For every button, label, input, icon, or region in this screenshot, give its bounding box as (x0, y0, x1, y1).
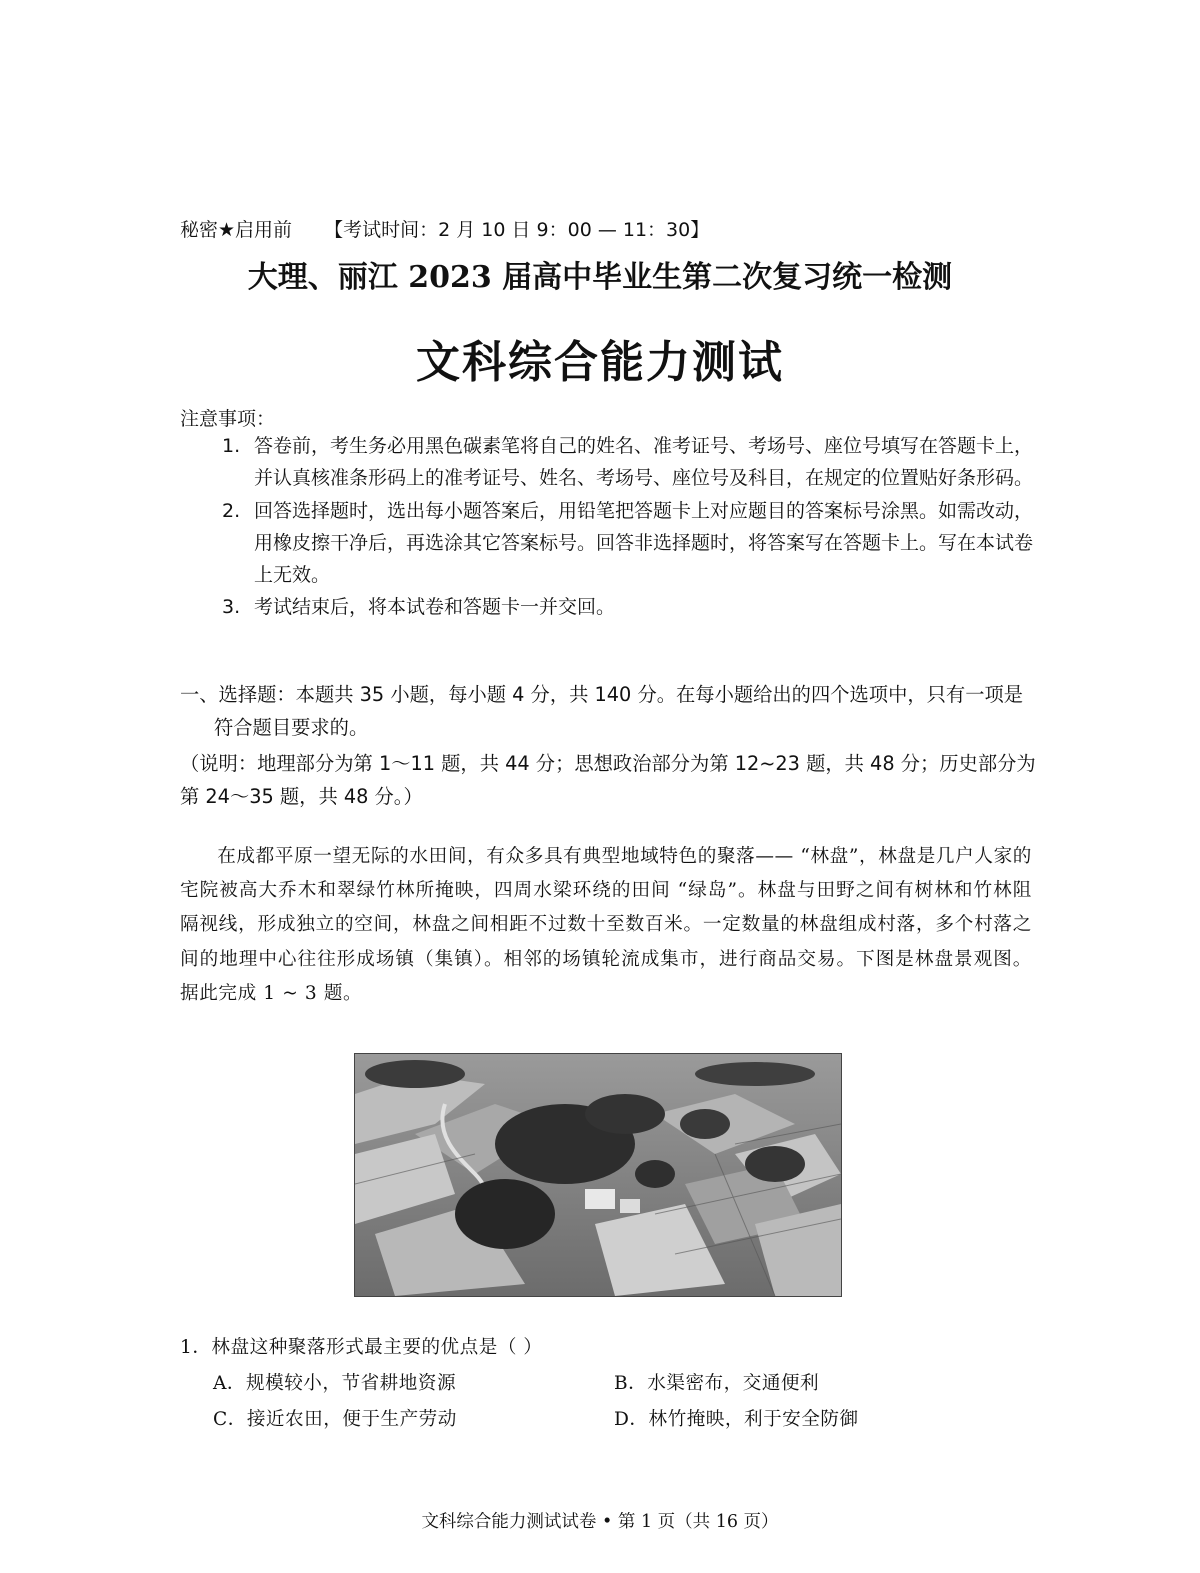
exam-time: 【考试时间：2 月 10 日 9：00 — 11：30】 (324, 219, 710, 241)
notice-item-text: 答卷前，考生务必用黑色碳素笔将自己的姓名、准考证号、考场号、座位号填写在答题卡上，并认真核准条形码上的准考证号、姓名、考场号、座位号及科目，在规定的位置贴好条形码。 (254, 435, 1034, 490)
exam-title: 大理、丽江 2023 届高中毕业生第二次复习统一检测 (247, 260, 953, 295)
section-one (180, 678, 1040, 813)
option-a: A．规模较小，节省耕地资源 (213, 1373, 457, 1394)
subject-title: 文科综合能力测试 (416, 337, 784, 388)
notice-item-text: 考试结束后，将本试卷和答题卡一并交回。 (254, 596, 616, 619)
linpan-landscape-photo (354, 1053, 842, 1297)
page-footer: 文科综合能力测试试卷 • 第 1 页（共 16 页） (421, 1512, 779, 1532)
confidential-header (180, 215, 709, 242)
notice-item-number: 2. (222, 499, 241, 522)
section-note: （说明：地理部分为第 1～11 题，共 44 分；思想政治部分为第 12~23 题，共 48 分；历史部分为第 24～35 题，共 48 分。） (180, 752, 1036, 808)
notice-item (180, 430, 1040, 495)
notice-list (180, 430, 1040, 624)
options-row (180, 1405, 1040, 1441)
option-b: B．水渠密布，交通便利 (614, 1373, 820, 1394)
notice-heading: 注意事项： (180, 408, 276, 430)
secret-label: 秘密★启用前 (180, 219, 293, 241)
question-1 (180, 1333, 1040, 1441)
option-c: C．接近农田，便于生产劳动 (213, 1409, 457, 1430)
notice-item (180, 591, 1040, 623)
notice-item-text: 回答选择题时，选出每小题答案后，用铅笔把答题卡上对应题目的答案标号涂黑。如需改动，用橡皮擦干净后，再选涂其它答案标号。回答非选择题时，将答案写在答题卡上。写在本试卷上无效。 (254, 499, 1034, 587)
question-stem: 1．林盘这种聚落形式最主要的优点是（ ） (180, 1337, 543, 1358)
section-heading: 一、选择题：本题共 35 小题，每小题 4 分，共 140 分。在每小题给出的四个选项中，只有一项是符合题目要求的。 (180, 683, 1024, 739)
notice-item-number: 1. (222, 435, 241, 457)
options-row (180, 1369, 1040, 1405)
reading-passage: 在成都平原一望无际的水田间，有众多具有典型地域特色的聚落—— “林盘”，林盘是几户人家的宅院被高大乔木和翠绿竹林所掩映，四周水梁环绕的田间 “绿岛”。林盘与田野之间有树林和竹林阻隔视线，形成独立的空间，林盘之间相距不过数十至数百米。一定数量的林盘组成村落，多个村落之间的地理中心往往形成场镇（集镇）。相邻的场镇轮流成集市，进行商品交易。下图是林盘景观图。据此完成 1 ~ 3 题。 (180, 846, 1032, 1004)
notice-item (180, 495, 1040, 592)
option-d: D．林竹掩映，利于安全防御 (614, 1409, 859, 1430)
notice-item-number: 3. (222, 596, 241, 619)
